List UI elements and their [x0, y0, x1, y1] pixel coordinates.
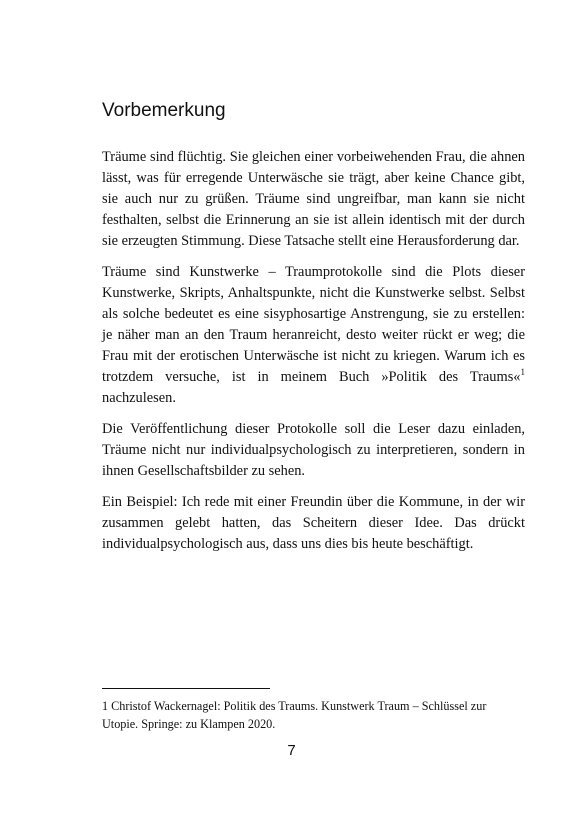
paragraph-2-text-end: nachzulesen. [102, 390, 176, 406]
paragraph-4: Ein Beispiel: Ich rede mit einer Freundin über die Kommune, in der wir zusammen gelebt hatten, das Scheitern dieser Idee. Das drückt individualpsychologisch aus, dass uns dies bis heute beschäftigt. [102, 494, 525, 552]
paragraph-2 [102, 262, 525, 409]
paragraph-1: Träume sind flüchtig. Sie gleichen einer vorbeiwehenden Frau, die ahnen lässt, was für erregende Unterwäsche sie trägt, aber keine Chance gibt, sie auch nur zu grüßen. Träume sind ungreifbar, man kann sie nicht festhalten, selbst die Erinnerung an sie ist allein identisch mit der durch sie erzeugten Stimmung. Diese Tatsache stellt eine Herausforderung dar. [102, 149, 525, 249]
page-number: 7 [287, 742, 296, 759]
paragraph-3: Die Veröffentlichung dieser Protokolle soll die Leser dazu einladen, Träume nicht nur individualpsychologisch zu interpretieren, sondern in ihnen Gesellschaftsbilder zu sehen. [102, 421, 525, 479]
paragraph-2-text: Träume sind Kunstwerke – Traumprotokolle sind die Plots dieser Kunstwerke, Skripts, Anhaltspunkte, nicht die Kunstwerke selbst. Selbst als solche bedeutet es eine sisyphosartige Anstrengung, sie zu erstellen: je näher man an den Traum heranreicht, desto weiter rückt er weg; die Frau mit der erotischen Unterwäsche ist nicht zu kriegen. Warum ich es trotzdem versuche, ist in meinem Buch »Politik des Traums« [102, 264, 525, 385]
footnote-divider [102, 688, 270, 689]
body-text [102, 147, 525, 565]
footnote-text: 1 Christof Wackernagel: Politik des Traums. Kunstwerk Traum – Schlüssel zur Utopie. Springe: zu Klampen 2020. [102, 699, 487, 731]
page-heading: Vorbemerkung [102, 100, 226, 121]
footnote-reference[interactable]: 1 [520, 367, 525, 378]
